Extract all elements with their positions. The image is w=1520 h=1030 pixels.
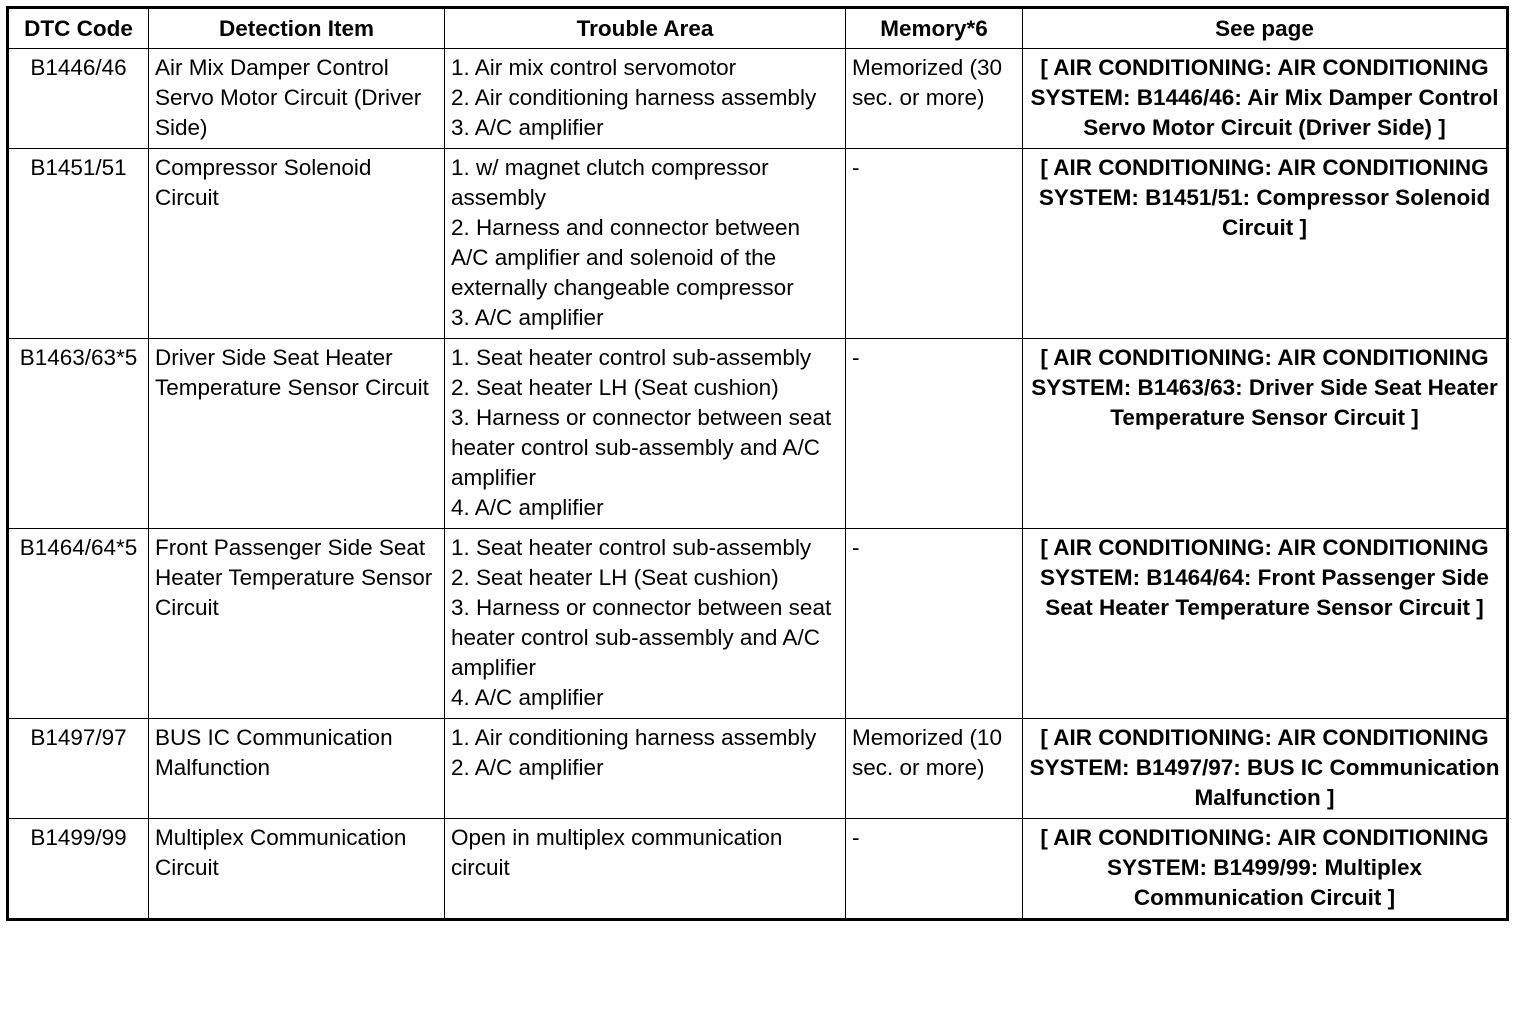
trouble-area-cell xyxy=(445,149,846,339)
memory-cell: - xyxy=(846,529,1023,719)
see-page-link[interactable]: [ AIR CONDITIONING: AIR CONDITIONING SYSTEM: B1451/51: Compressor Solenoid Circuit ] xyxy=(1023,149,1508,339)
dtc-table xyxy=(6,6,1509,921)
header-detection-item: Detection Item xyxy=(149,8,445,49)
table-row xyxy=(8,529,1508,719)
trouble-area-line: 2. Air conditioning harness assembly xyxy=(451,85,817,110)
header-trouble-area: Trouble Area xyxy=(445,8,846,49)
dtc-code-cell: B1451/51 xyxy=(8,149,149,339)
trouble-area-line: 3. A/C amplifier xyxy=(451,115,604,140)
detection-item-cell: Multiplex Communication Circuit xyxy=(149,819,445,920)
trouble-area-line: 1. Seat heater control sub-assembly xyxy=(451,345,812,370)
see-page-link[interactable]: [ AIR CONDITIONING: AIR CONDITIONING SYSTEM: B1463/63: Driver Side Seat Heater Temperature Sensor Circuit ] xyxy=(1023,339,1508,529)
table-row xyxy=(8,339,1508,529)
trouble-area-line: 3. Harness or connector between seat heater control sub-assembly and A/C amplifier xyxy=(451,595,832,680)
see-page-link[interactable]: [ AIR CONDITIONING: AIR CONDITIONING SYSTEM: B1446/46: Air Mix Damper Control Servo Motor Circuit (Driver Side) ] xyxy=(1023,49,1508,149)
trouble-area-line: Open in multiplex communication circuit xyxy=(451,825,783,880)
trouble-area-cell xyxy=(445,529,846,719)
dtc-code-cell: B1464/64*5 xyxy=(8,529,149,719)
see-page-link[interactable]: [ AIR CONDITIONING: AIR CONDITIONING SYSTEM: B1497/97: BUS IC Communication Malfunction ] xyxy=(1023,719,1508,819)
table-row xyxy=(8,49,1508,149)
dtc-code-cell: B1497/97 xyxy=(8,719,149,819)
memory-cell: - xyxy=(846,339,1023,529)
detection-item-cell: Driver Side Seat Heater Temperature Sensor Circuit xyxy=(149,339,445,529)
trouble-area-line: 1. Air conditioning harness assembly xyxy=(451,725,817,750)
table-row xyxy=(8,819,1508,920)
header-row xyxy=(8,8,1508,49)
trouble-area-line: 2. A/C amplifier xyxy=(451,755,604,780)
trouble-area-line: 3. Harness or connector between seat heater control sub-assembly and A/C amplifier xyxy=(451,405,832,490)
trouble-area-cell xyxy=(445,49,846,149)
header-memory: Memory*6 xyxy=(846,8,1023,49)
detection-item-cell: BUS IC Communication Malfunction xyxy=(149,719,445,819)
trouble-area-cell xyxy=(445,339,846,529)
memory-cell: - xyxy=(846,819,1023,920)
see-page-link[interactable]: [ AIR CONDITIONING: AIR CONDITIONING SYSTEM: B1499/99: Multiplex Communication Circuit ] xyxy=(1023,819,1508,920)
trouble-area-cell xyxy=(445,819,846,920)
trouble-area-line: 3. A/C amplifier xyxy=(451,305,604,330)
trouble-area-line: 4. A/C amplifier xyxy=(451,495,604,520)
trouble-area-line: 1. Air mix control servomotor xyxy=(451,55,737,80)
trouble-area-line: 2. Seat heater LH (Seat cushion) xyxy=(451,565,779,590)
trouble-area-line: 2. Seat heater LH (Seat cushion) xyxy=(451,375,779,400)
memory-cell: - xyxy=(846,149,1023,339)
see-page-link[interactable]: [ AIR CONDITIONING: AIR CONDITIONING SYSTEM: B1464/64: Front Passenger Side Seat Heater Temperature Sensor Circuit ] xyxy=(1023,529,1508,719)
detection-item-cell: Front Passenger Side Seat Heater Temperature Sensor Circuit xyxy=(149,529,445,719)
trouble-area-line: 1. Seat heater control sub-assembly xyxy=(451,535,812,560)
trouble-area-cell xyxy=(445,719,846,819)
dtc-code-cell: B1446/46 xyxy=(8,49,149,149)
memory-cell: Memorized (30 sec. or more) xyxy=(846,49,1023,149)
dtc-code-cell: B1463/63*5 xyxy=(8,339,149,529)
header-see-page: See page xyxy=(1023,8,1508,49)
detection-item-cell: Compressor Solenoid Circuit xyxy=(149,149,445,339)
trouble-area-line: 1. w/ magnet clutch compressor assembly xyxy=(451,155,769,210)
memory-cell: Memorized (10 sec. or more) xyxy=(846,719,1023,819)
trouble-area-line: 2. Harness and connector between A/C amplifier and solenoid of the externally changeable compressor xyxy=(451,215,800,300)
table-row xyxy=(8,149,1508,339)
detection-item-cell: Air Mix Damper Control Servo Motor Circuit (Driver Side) xyxy=(149,49,445,149)
table-row xyxy=(8,719,1508,819)
dtc-code-cell: B1499/99 xyxy=(8,819,149,920)
trouble-area-line: 4. A/C amplifier xyxy=(451,685,604,710)
header-dtc-code: DTC Code xyxy=(8,8,149,49)
